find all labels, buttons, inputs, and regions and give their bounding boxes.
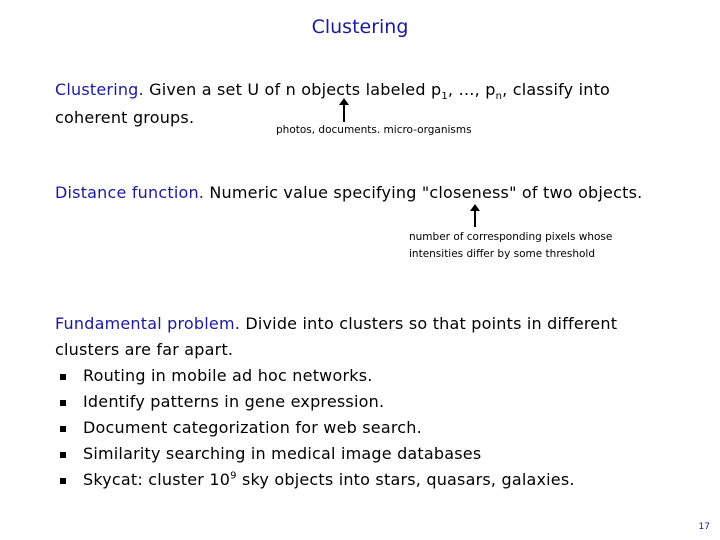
subscript-n: n (495, 91, 503, 103)
skycat-text-b: sky objects into stars, quasars, galaxies. (236, 470, 575, 489)
clustering-definition-line-2: coherent groups. (55, 108, 195, 127)
clustering-term: Clustering. (55, 80, 144, 99)
distance-annotation-line-1: number of corresponding pixels whose (409, 231, 613, 243)
list-item (83, 470, 575, 489)
bullet-icon (60, 478, 66, 484)
fundamental-problem-line-2: clusters are far apart. (55, 340, 234, 359)
distance-function-line (55, 183, 642, 202)
distance-annotation-line-2: intensities differ by some threshold (409, 248, 596, 260)
clustering-text-b: , …, p (447, 80, 496, 99)
fundamental-problem-line-1 (55, 314, 617, 333)
distance-function-text: Numeric value specifying "closeness" of two objects. (209, 183, 643, 202)
bullet-icon (60, 374, 66, 380)
distance-function-term: Distance function. (55, 183, 205, 202)
arrow-up-icon (343, 104, 345, 122)
bullet-icon (60, 426, 66, 432)
list-item: Similarity searching in medical image databases (83, 444, 482, 463)
page-number: 17 (698, 522, 710, 532)
clustering-definition-line-1 (55, 80, 610, 102)
slide-title: Clustering (311, 16, 409, 38)
skycat-text-a: Skycat: cluster 10 (83, 470, 231, 489)
fundamental-problem-text: Divide into clusters so that points in different (245, 314, 618, 333)
list-item: Identify patterns in gene expression. (83, 392, 385, 411)
list-item: Document categorization for web search. (83, 418, 422, 437)
arrow-up-icon (474, 210, 476, 227)
clustering-text-c: , classify into (502, 80, 611, 99)
list-item: Routing in mobile ad hoc networks. (83, 366, 373, 385)
subscript-1: 1 (441, 91, 448, 103)
distance-annotation (409, 229, 612, 263)
fundamental-problem-term: Fundamental problem. (55, 314, 241, 333)
bullet-icon (60, 452, 66, 458)
superscript-9: 9 (230, 470, 237, 482)
clustering-text-a: Given a set U of n objects labeled p (149, 80, 442, 99)
bullet-icon (60, 400, 66, 406)
objects-annotation: photos, documents. micro-organisms (276, 124, 472, 136)
